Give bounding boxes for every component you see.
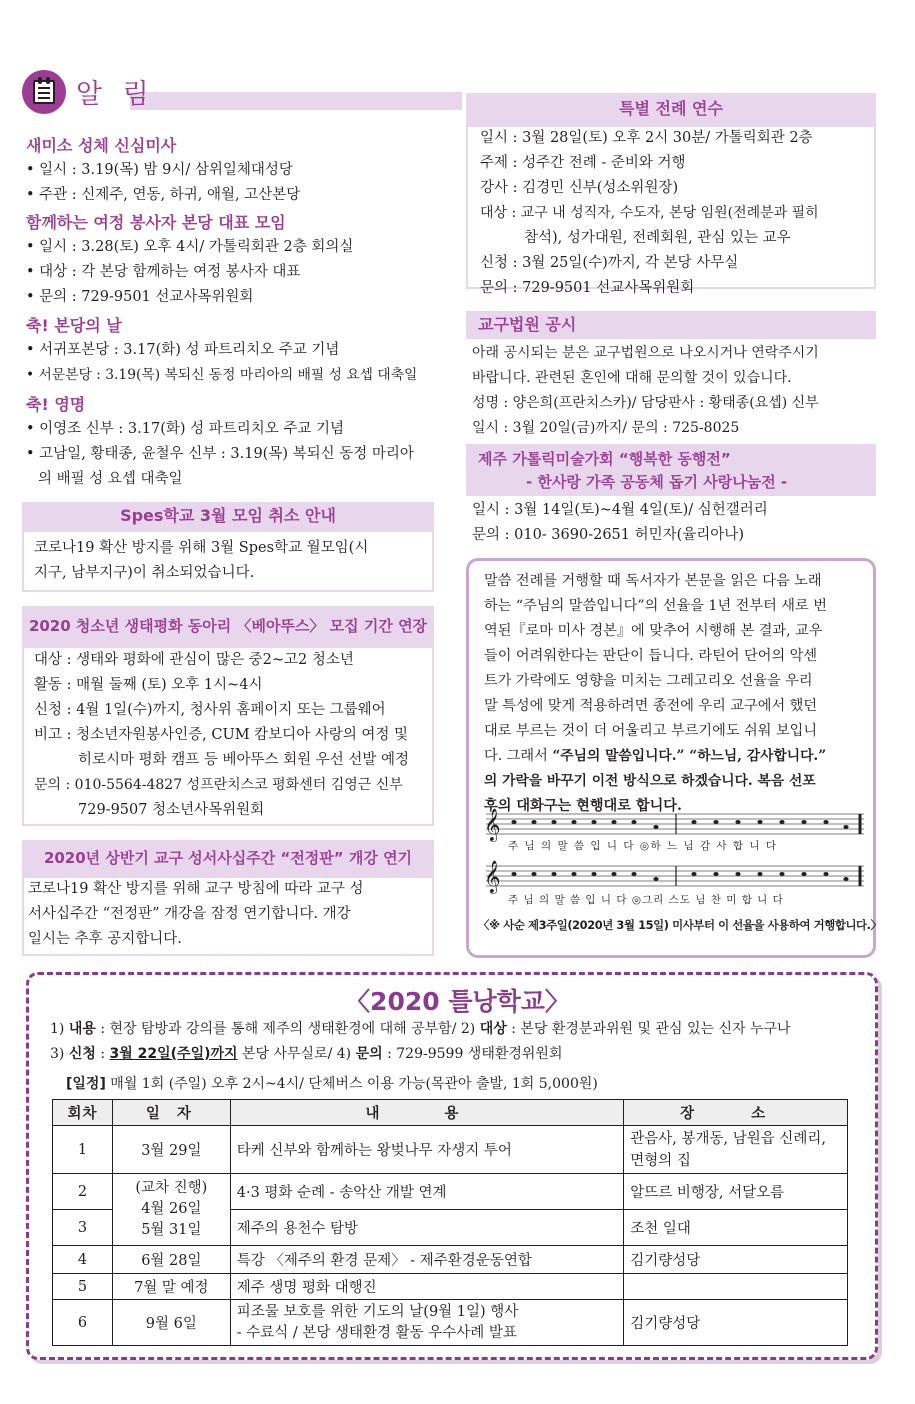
section-title: 함께하는 여정 봉사자 본당 대표 모임 [26, 213, 286, 232]
content-line: 피조물 보호를 위한 기도의 날(9월 1일) 행사 [236, 1303, 519, 1320]
staff-lyrics-1: 주 님 의 말 씀 입 니 다 ◎하 느 님 감 사 합 니 다 [508, 840, 778, 852]
date-line: 5월 31일 [141, 1222, 202, 1238]
cell-date: 6월 28일 [112, 1246, 230, 1274]
cell-place [624, 1274, 848, 1300]
info-line: 일시 : 3월 20일(금)까지/ 문의 : 725-8025 [472, 420, 740, 436]
info-line: 729-9507 청소년사목위원회 [78, 802, 265, 818]
cell-place: 조천 일대 [624, 1210, 848, 1246]
info-line: 주제 : 성주간 전례 - 준비와 거행 [480, 155, 686, 171]
col-header: 일 자 [112, 1100, 230, 1126]
info-line: 대로 부르는 것이 더 어울리고 부르기에도 쉬워 보입니 [484, 723, 818, 739]
table-row [53, 1274, 848, 1300]
text: : 729-9599 생태환경위원회 [382, 1046, 563, 1062]
cell-content: 타케 신부와 함께하는 왕벚나무 자생지 투어 [230, 1126, 623, 1174]
art-body [472, 498, 768, 548]
table-row [53, 1174, 848, 1210]
info-line: 바랍니다. 관련된 혼인에 대해 문의할 것이 있습니다. [472, 370, 792, 386]
info-line: 코로나19 확산 방지를 위해 3월 Spes학교 월모임(시 [34, 540, 369, 556]
cell-date: 7월 말 예정 [112, 1274, 230, 1300]
table-row [53, 1126, 848, 1174]
info-line: • 주관 : 신제주, 연동, 하귀, 애월, 고산본당 [26, 183, 440, 208]
cell-no: 2 [53, 1174, 113, 1210]
liturgy-body [480, 126, 819, 301]
info-line: 강사 : 김경민 신부(성소위원장) [480, 180, 679, 196]
section-feast [26, 392, 440, 492]
place-line: 면형의 집 [630, 1152, 691, 1169]
youth-title: 2020 청소년 생태평화 동아리 〈베아뚜스〉 모집 기간 연장 [22, 606, 434, 646]
label: 문의 [355, 1046, 383, 1062]
info-line: 다. 그래서 [484, 748, 548, 764]
col-header: 장 소 [624, 1100, 848, 1126]
info-line: 일시 : 3월 14일(토)~4월 4일(토)/ 심헌갤러리 [472, 502, 768, 518]
art-title-box [466, 444, 876, 496]
cell-content: 제주 생명 평화 대행진 [230, 1274, 623, 1300]
info-line: 일시는 추후 공지합니다. [28, 931, 182, 947]
school-line-2 [50, 1042, 562, 1067]
text: 매월 1회 (주일) 오후 2시~4시/ 단체버스 이용 가능(목관아 출발, 1회 5,000원) [105, 1076, 598, 1092]
youth-body [34, 648, 409, 823]
text: 1) [50, 1021, 69, 1037]
col-header: 회차 [53, 1100, 113, 1126]
chant-body [484, 569, 827, 819]
place-line: 관음사, 봉개동, 남원읍 신례리, [630, 1130, 826, 1147]
info-line: • 문의 : 729-9501 선교사목위원회 [26, 285, 440, 310]
info-line: • 일시 : 3.19(목) 밤 9시/ 삼위일체대성당 [26, 158, 440, 183]
info-line: 히로시마 평화 캠프 등 베아뚜스 회원 우선 선발 예정 [78, 752, 410, 768]
svg-text:𝄞: 𝄞 [484, 860, 501, 893]
section-mass [26, 133, 440, 208]
cell-no: 6 [53, 1300, 113, 1346]
date-line: 4월 26일 [141, 1201, 202, 1217]
info-line: 성명 : 양은희(프란치스카)/ 담당판사 : 황태종(요셉) 신부 [472, 395, 819, 411]
info-line: • 서문본당 : 3.19(목) 복되신 동정 마리아의 배필 성 요셉 대축일 [26, 363, 440, 388]
bold-line: 의 가락을 바꾸기 이전 방식으로 하겠습니다. 복음 선포 [484, 773, 816, 789]
text: : 현장 탐방과 강의를 통해 제주의 생태환경에 대해 공부함/ 2) [95, 1021, 480, 1037]
page-title: 알 림 [76, 79, 155, 110]
table-row [53, 1246, 848, 1274]
info-line: 활동 : 매월 둘째 (토) 오후 1시~4시 [34, 677, 263, 693]
text: 본당 사무실로/ 4) [237, 1046, 356, 1062]
section-title: 새미소 성체 신심미사 [26, 136, 177, 155]
label: 내용 [68, 1021, 96, 1037]
table-row [53, 1300, 848, 1346]
info-line: 서사십주간 “전정판” 개강을 잠정 연기합니다. 개강 [28, 906, 351, 922]
notice-header [22, 70, 442, 114]
text: : 본당 환경분과위원 및 관심 있는 신자 누구나 [506, 1021, 791, 1037]
table-header-row [53, 1100, 848, 1126]
cell-place: 김기량성당 [624, 1300, 848, 1346]
school-title: 〈2020 틀낭학교〉 [345, 987, 570, 1016]
cell-date: 9월 6일 [112, 1300, 230, 1346]
info-line: 말 특성에 맞게 적용하려면 종전에 우리 교구에서 했던 [484, 698, 818, 714]
text: : [95, 1046, 110, 1062]
cell-no: 3 [53, 1210, 113, 1246]
cell-content: 제주의 용천수 탐방 [230, 1210, 623, 1246]
art-subtitle: - 한사랑 가족 공동체 돕기 사랑나눔전 - [526, 473, 788, 491]
section-volunteer [26, 210, 440, 310]
cell-content: 특강 〈제주의 환경 문제〉 - 제주환경운동연합 [230, 1246, 623, 1274]
info-line: 들이 어려워한다는 판단이 듭니다. 라틴어 단어의 악센 [484, 648, 818, 664]
info-line: 문의 : 729-9501 선교사목위원회 [480, 280, 695, 296]
info-line: • 일시 : 3.28(토) 오후 4시/ 가톨릭회관 2층 회의실 [26, 235, 440, 260]
bible-title: 2020년 상반기 교구 성서사십주간 “전정판” 개강 연기 [22, 840, 434, 876]
info-line: • 이영조 신부 : 3.17(화) 성 파트리치오 주교 기념 [26, 417, 440, 442]
cell-no: 4 [53, 1246, 113, 1274]
info-line: 일시 : 3월 28일(토) 오후 2시 30분/ 가톨릭회관 2층 [480, 130, 813, 146]
info-line: 비고 : 청소년자원봉사인증, CUM 캄보디아 사랑의 여정 및 [34, 727, 409, 743]
col-header: 내 용 [230, 1100, 623, 1126]
info-line: 문의 : 010- 3690-2651 허민자(율리아나) [472, 527, 744, 543]
header-bar [130, 92, 462, 110]
bold-line: “주님의 말씀입니다.” “하느님, 감사합니다.” [552, 748, 827, 764]
date-line: (교차 진행) [135, 1180, 208, 1196]
court-body [472, 341, 819, 441]
spes-title: Spes학교 3월 모임 취소 안내 [22, 502, 434, 530]
info-line: 신청 : 4월 1일(수)까지, 청사위 홈페이지 또는 그룹웨어 [34, 702, 386, 718]
info-line: 지구, 남부지구)이 취소되었습니다. [34, 565, 255, 581]
info-line: 참석), 성가대원, 전례회원, 관심 있는 교우 [524, 230, 791, 246]
info-line: 대상 : 교구 내 성직자, 수도자, 본당 임원(전례분과 필히 [480, 205, 819, 221]
school-line-1 [50, 1017, 791, 1042]
info-line: 의 배필 성 요셉 대축일 [38, 471, 183, 487]
info-line: 문의 : 010-5564-4827 성프란치스코 평화센터 김영근 신부 [34, 777, 403, 793]
cell-date: 3월 29일 [112, 1126, 230, 1174]
staff-lyrics-2: 주 님 의 말 씀 입 니 다 ◎그리 스도 님 찬 미 합 니 다 [508, 894, 784, 906]
chant-note: 〈※ 사순 제3주일(2020년 3월 15일) 미사부터 이 선율을 사용하여 거행합니다.〉 [478, 918, 882, 932]
label: [일정] [66, 1076, 106, 1092]
notepad-icon [22, 70, 66, 114]
cell-content [230, 1300, 623, 1346]
label: 신청 [68, 1046, 96, 1062]
liturgy-title: 특별 전례 연수 [466, 93, 876, 125]
cell-place: 김기량성당 [624, 1246, 848, 1274]
info-line: • 고남일, 황태종, 윤철우 신부 : 3.19(목) 복되신 동정 마리아 [26, 442, 440, 467]
section-title: 축! 영명 [26, 395, 86, 414]
cell-place [624, 1126, 848, 1174]
info-line: 아래 공시되는 분은 교구법원으로 나오시거나 연락주시기 [472, 345, 819, 361]
deadline: 3월 22일(주일)까지 [109, 1046, 238, 1062]
cell-place: 알뜨르 비행장, 서달오름 [624, 1174, 848, 1210]
svg-text:𝄞: 𝄞 [484, 808, 501, 841]
spes-body [34, 536, 368, 586]
info-line: 역된『로마 미사 경본』에 맞추어 시행해 본 결과, 교우 [484, 623, 823, 639]
content-line: - 수료식 / 본당 생태환경 활동 우수사례 발표 [236, 1324, 517, 1341]
info-line: 말씀 전례를 거행할 때 독서자가 본문을 읽은 다음 노래 [484, 573, 822, 589]
bible-body [28, 877, 363, 952]
info-line: • 대상 : 각 본당 함께하는 여정 봉사자 대표 [26, 260, 440, 285]
school-line-3 [66, 1072, 598, 1097]
schedule-table [52, 1099, 848, 1346]
cell-no: 5 [53, 1274, 113, 1300]
info-line: 트가 가락에도 영향을 미치는 그레고리오 선율을 우리 [484, 673, 813, 689]
text: 3) [50, 1046, 69, 1062]
section-title: 축! 본당의 날 [26, 316, 122, 335]
cell-no: 1 [53, 1126, 113, 1174]
info-line: • 서귀포본당 : 3.17(화) 성 파트리치오 주교 기념 [26, 338, 440, 363]
section-parish-day [26, 313, 440, 388]
court-title: 교구법원 공시 [466, 311, 876, 339]
cell-content: 4·3 평화 순례 - 송악산 개발 연계 [230, 1174, 623, 1210]
bold-line: 후의 대화구는 현행대로 합니다. [484, 798, 682, 814]
info-line: 코로나19 확산 방지를 위해 교구 방침에 따라 교구 성 [28, 881, 364, 897]
label: 대상 [479, 1021, 507, 1037]
cell-date [112, 1174, 230, 1246]
info-line: 하는 “주님의 말씀입니다”의 선율을 1년 전부터 새로 번 [484, 598, 827, 614]
info-line: 신청 : 3월 25일(수)까지, 각 본당 사무실 [480, 255, 739, 271]
art-title: 제주 가톨릭미술가회 “행복한 동행전” [478, 450, 731, 468]
info-line: 대상 : 생태와 평화에 관심이 많은 중2~고2 청소년 [34, 652, 354, 668]
